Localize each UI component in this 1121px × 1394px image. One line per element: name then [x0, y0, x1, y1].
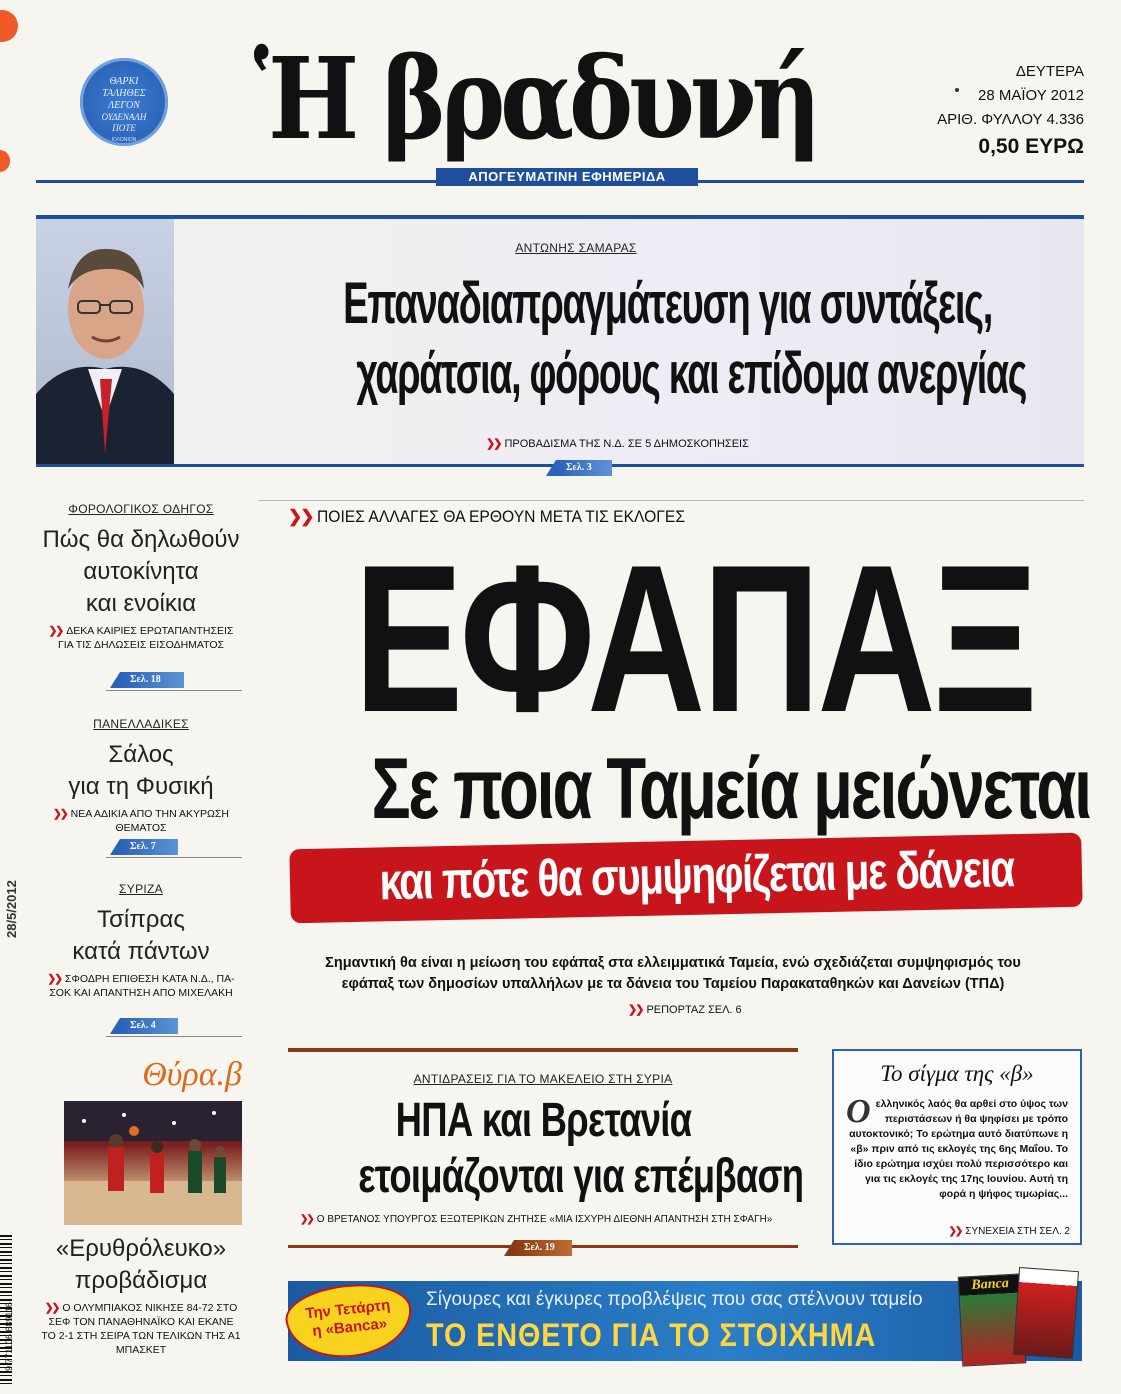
sports-note: ❯❯ Ο ΟΛΥΜΠΙΑΚΟΣ ΝΙΚΗΣΕ 84-72 ΣΤΟ ΣΕΦ ΤΟΝ ΠΑΝΑΘΗΝΑΪΚΟ ΚΑΙ ΕΚΑΝΕ ΤΟ 2-1 ΣΤΗ ΣΕΙΡΑ ΤΩΝ ΤΕΛΙΚΩΝ ΤΗΣ Α1 ΜΠΑΣΚΕΤ	[41, 1302, 241, 1356]
page-ref-badge[interactable]: Σελ. 19	[514, 1240, 572, 1256]
seal-bottom: ΙΟΛΟΝΙΟΝ	[111, 137, 137, 143]
syria-note: ❯❯ Ο ΒΡΕΤΑΝΟΣ ΥΠΟΥΡΓΟΣ ΕΞΩΤΕΡΙΚΩΝ ΖΗΤΗΣΕ «ΜΙΑ ΙΣΧΥΡΗ ΔΙΕΘΝΗ ΑΠΑΝΤΗΣΗ ΣΤΗ ΣΦΑΓΗ»	[300, 1214, 773, 1225]
main-story[interactable]	[258, 500, 1090, 1020]
sidebar-title: και ενοίκια	[85, 590, 197, 617]
sidebar-kicker: ΣΥΡΙΖΑ	[119, 882, 163, 896]
masthead-date-block	[900, 60, 1084, 162]
main-lead: Σημαντική θα είναι η μείωση του εφάπαξ στα ελλειμματικά Ταμεία, ενώ σχεδιάζεται συμψηφισμός του εφάπαξ των δημοσίων υπαλλήλων με τα δάνεια του Ταμείου Παρακαταθηκών και Δανείων (ΤΠΔ)	[325, 955, 1021, 992]
column-title-text: Το σίγμα της «β»	[880, 1061, 1034, 1086]
promo-badge-line: Την Τετάρτη	[304, 1296, 392, 1323]
seal-line: ΘΑΡΚΙ	[109, 76, 139, 87]
page-ref-badge[interactable]: Σελ. 7	[120, 839, 178, 855]
syria-headline-2: ετοιμάζονται για επέμβαση	[358, 1150, 804, 1203]
promo-badge-line: η «Banca»	[311, 1315, 388, 1340]
corner-sticker	[0, 10, 18, 42]
main-headline: ΕΦΑΠΑΞ	[354, 521, 1035, 756]
issue-price: 0,50 ΕΥΡΩ	[978, 135, 1084, 158]
column-initial: Ο	[846, 1093, 871, 1130]
page-ref-badge[interactable]: Σελ. 4	[120, 1018, 178, 1034]
column-box[interactable]	[832, 1049, 1082, 1245]
barcode-number-text: 9 771106 689116	[4, 1302, 14, 1371]
edge-date-stamp	[4, 878, 20, 938]
sidebar-title: κατά πάντων	[72, 938, 210, 965]
sports-title: «Ερυθρόλευκο»	[55, 1235, 227, 1262]
sidebar-title: για τη Φυσική	[68, 773, 214, 800]
issue-day: ΔΕΥΤΕΡΑ	[1015, 63, 1084, 80]
main-banner: και πότε θα συμψηφίζεται με δάνεια	[289, 833, 1082, 924]
promo-badge	[283, 1279, 416, 1364]
seal-line: ΤΑΛΗΘΕΣ	[102, 88, 146, 99]
issue-number: ΑΡΙΘ. ΦΥΛΛΟΥ 4.336	[937, 111, 1084, 128]
sidebar-title: Πώς θα δηλωθούν	[42, 526, 240, 553]
seal-line: ΟΥΔΕΝΑΛΗ	[101, 112, 147, 122]
issue-date: 28 ΜΑΪΟΥ 2012	[978, 87, 1084, 104]
sidebar-item-tax-guide[interactable]	[36, 500, 246, 700]
tagline-text: ΑΠΟΓΕΥΜΑΤΙΝΗ ΕΦΗΜΕΡΙΔΑ	[468, 169, 666, 184]
logo-text: Ἡ βραδυνή	[253, 34, 817, 165]
sidebar-item-exams[interactable]	[36, 715, 246, 865]
main-subhead: Σε ποια Ταμεία μειώνεται	[371, 741, 1090, 837]
main-report-ref: ❯❯ ΡΕΠΟΡΤΑΖ ΣΕΛ. 6	[628, 1004, 742, 1016]
masthead-logo	[205, 30, 865, 170]
top-story-headline-2: χαράτσια, φόρους και επίδομα ανεργίας	[356, 341, 1027, 406]
sidebar-title: Σάλος	[108, 741, 174, 768]
sidebar-item-syriza[interactable]	[36, 880, 246, 1040]
column-continue: ❯❯ ΣΥΝΕΧΕΙΑ ΣΤΗ ΣΕΛ. 2	[948, 1226, 1070, 1237]
page-ref-badge[interactable]: Σελ. 3	[556, 460, 612, 476]
top-story[interactable]	[36, 215, 1084, 473]
sidebar-note: ❯❯ ΝΕΑ ΑΔΙΚΙΑ ΑΠΟ ΤΗΝ ΑΚΥΡΩΣΗ ΘΕΜΑΤΟΣ	[53, 808, 229, 834]
column-text	[846, 1093, 1068, 1202]
page-ref-badge[interactable]: Σελ. 18	[120, 672, 184, 688]
promo-line-2: ΤΟ ΕΝΘΕΤΟ ΓΙΑ ΤΟ ΣΤΟΙΧΗΜΑ	[426, 1317, 877, 1353]
column-title	[846, 1057, 1068, 1091]
sidebar-title: αυτοκίνητα	[83, 558, 199, 585]
sidebar-note: ❯❯ ΣΦΟΔΡΗ ΕΠΙΘΕΣΗ ΚΑΤΑ Ν.Δ., ΠΑ-ΣΟΚ ΚΑΙ ΑΠΑΝΤΗΣΗ ΑΠΟ ΜΙΧΕΛΑΚΗ	[47, 973, 235, 999]
sidebar-item-sports[interactable]	[36, 1055, 246, 1355]
top-story-subline: ❯❯ ΠΡΟΒΑΔΙΣΜΑ ΤΗΣ Ν.Δ. ΣΕ 5 ΔΗΜΟΣΚΟΠΗΣΕΙΣ	[486, 438, 749, 450]
tagline	[436, 168, 698, 186]
edge-date-text: 28/5/2012	[4, 880, 19, 938]
sidebar-kicker: ΠΑΝΕΛΛΑΔΙΚΕΣ	[93, 717, 189, 731]
thyra-label: Θύρα.β	[142, 1056, 242, 1093]
promo-magazine-back	[1013, 1267, 1079, 1359]
main-story-kicker: ❯❯ ΠΟΙΕΣ ΑΛΛΑΓΕΣ ΘΑ ΕΡΘΟΥΝ ΜΕΤΑ ΤΙΣ ΕΚΛΟΓΕΣ	[288, 507, 685, 526]
top-story-kicker: ΑΝΤΩΝΗΣ ΣΑΜΑΡΑΣ	[515, 241, 637, 255]
promo-strip[interactable]	[288, 1276, 1082, 1361]
barcode-number	[4, 1241, 16, 1371]
column-body: ελληνικός λαός θα αρθεί στο ύψος των περιστάσεων ή θα ψηφίσει με τρόπο αυτοκτονικό; Το ερώτημα αυτό διατύπωνε η «β» πριν από τις εκλογές της 6ης Μαΐου. Το ίδιο ερώτημα ισχύει πολύ περισσότερο και για τις εκλογές της 17ης Ιουνίου. Αυτή τη φορά η ψήφος τιμωρίας...	[849, 1098, 1068, 1200]
masthead-seal	[80, 58, 168, 146]
magazine-title: Banca	[971, 1276, 1010, 1294]
seal-line: ΛΕΓΟΝ	[108, 100, 140, 111]
sidebar-note: ❯❯ ΔΕΚΑ ΚΑΙΡΙΕΣ ΕΡΩΤΑΠΑΝΤΗΣΕΙΣ ΓΙΑ ΤΙΣ ΔΗΛΩΣΕΙΣ ΕΙΣΟΔΗΜΑΤΟΣ	[48, 625, 234, 651]
edge-sticker	[0, 150, 10, 172]
portrait-photo	[36, 219, 174, 464]
top-story-headline-1: Επαναδιαπραγμάτευση για συντάξεις,	[343, 271, 993, 336]
syria-headline-1: ΗΠΑ και Βρετανία	[395, 1094, 691, 1147]
sidebar-kicker: ΦΟΡΟΛΟΓΙΚΟΣ ΟΔΗΓΟΣ	[68, 502, 214, 516]
syria-story[interactable]	[288, 1048, 804, 1253]
sidebar-title: Τσίπρας	[97, 906, 185, 933]
sports-photo	[64, 1101, 242, 1225]
syria-kicker: ΑΝΤΙΔΡΑΣΕΙΣ ΓΙΑ ΤΟ ΜΑΚΕΛΕΙΟ ΣΤΗ ΣΥΡΙΑ	[413, 1072, 673, 1086]
sports-title: προβάδισμα	[74, 1267, 208, 1294]
promo-line-1: Σίγουρες και έγκυρες προβλέψεις που σας στέλνουν ταμείο	[426, 1289, 923, 1310]
seal-line: ΠΟΤΕ	[112, 123, 136, 133]
dot	[955, 88, 959, 92]
